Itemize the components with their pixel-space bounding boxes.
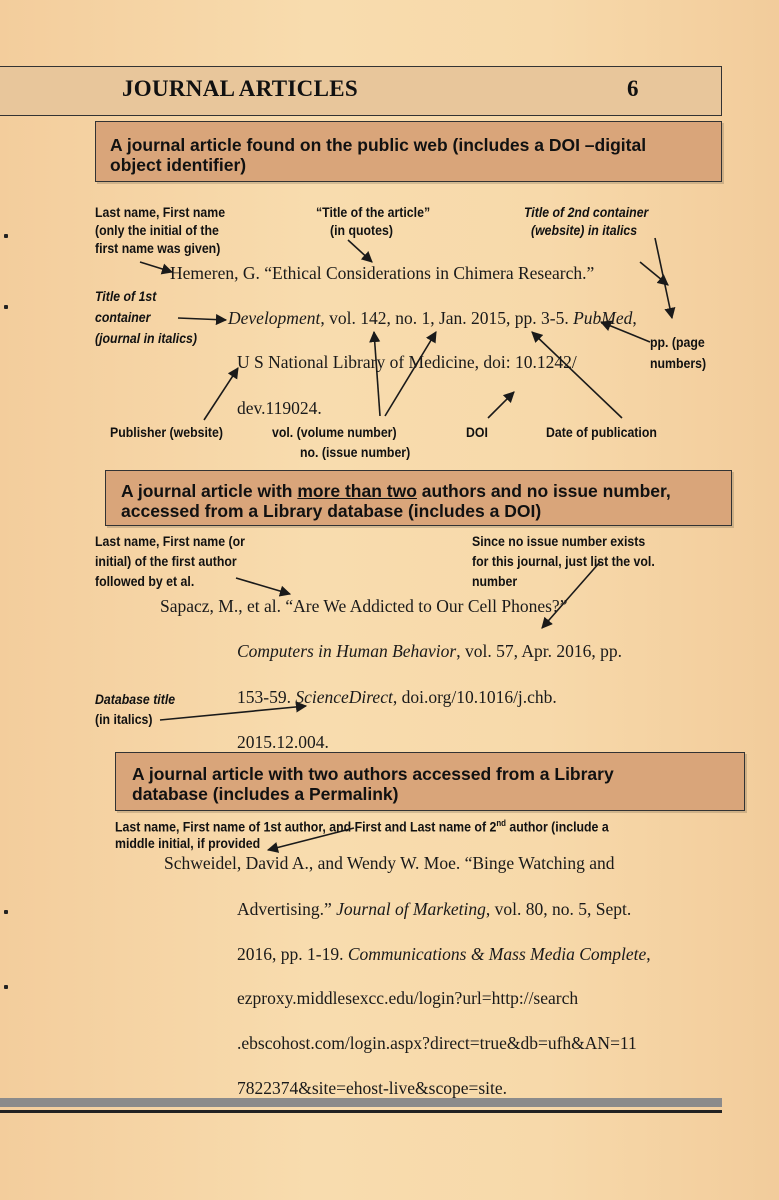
s1-citation-line3: U S National Library of Medicine, doi: 10.1242/ — [237, 352, 577, 372]
s2-citation-line3: 153-59. ScienceDirect, doi.org/10.1016/j.chb. — [237, 687, 557, 707]
s1-citation-line4: dev.119024. — [237, 398, 322, 418]
s1-ann-pages-2: numbers) — [650, 355, 707, 371]
header-bar — [0, 66, 722, 116]
s1-ann-author-3: first name was given) — [95, 240, 221, 256]
s2-citation-line4: 2015.12.004. — [237, 732, 329, 752]
s2-citation-line2: Computers in Human Behavior, vol. 57, Apr. 2016, pp. — [237, 641, 623, 661]
section3-heading-line2: database (includes a Permalink) — [132, 784, 399, 804]
s3-citation-line6: 7822374&site=ehost-live&scope=site. — [237, 1078, 508, 1098]
s1-ann-title-1: “Title of the article” — [316, 204, 431, 220]
section3-heading-line1: A journal article with two authors accessed from a Library — [132, 764, 614, 784]
s3-citation-line2: Advertising.” Journal of Marketing, vol. 80, no. 5, Sept. — [237, 899, 632, 919]
s1-ann-title-2: (in quotes) — [330, 222, 393, 238]
s1-ann-vol-1: vol. (volume number) — [272, 424, 397, 440]
s2-ann-author-1: Last name, First name (or — [95, 533, 245, 549]
s1-ann-container2-1: Title of 2nd container — [524, 204, 649, 220]
s1-citation-line1: Hemeren, G. “Ethical Considerations in Chimera Research.” — [170, 263, 595, 283]
section2-heading-line1: A journal article with more than two authors and no issue number, — [121, 481, 671, 501]
s2-citation-line1: Sapacz, M., et al. “Are We Addicted to Our Cell Phones?” — [160, 596, 568, 616]
s1-ann-author-1: Last name, First name — [95, 204, 226, 220]
s2-ann-issue-2: for this journal, just list the vol. — [472, 553, 655, 569]
s2-ann-issue-3: number — [472, 573, 518, 589]
s3-ann-line2: middle initial, if provided — [115, 835, 261, 851]
binder-mark — [4, 910, 8, 914]
page-number: 6 — [627, 76, 639, 101]
s2-ann-db-2: (in italics) — [95, 711, 153, 727]
s2-ann-author-2: initial) of the first author — [95, 553, 237, 569]
section1-heading-line1: A journal article found on the public web (includes a DOI –digital — [110, 135, 647, 155]
section1-heading-line2: object identifier) — [110, 155, 247, 175]
s1-ann-container2-2: (website) in italics — [531, 222, 638, 238]
s1-ann-pages-1: pp. (page — [650, 334, 705, 350]
s3-citation-line1: Schweidel, David A., and Wendy W. Moe. “Binge Watching and — [164, 853, 615, 873]
s1-citation-line2: Development, vol. 142, no. 1, Jan. 2015, pp. 3-5. PubMed, — [228, 308, 637, 328]
section2-heading-line2: accessed from a Library database (includes a DOI) — [121, 501, 542, 521]
footer-rule-black — [0, 1110, 722, 1113]
binder-mark — [4, 985, 8, 989]
s1-ann-date: Date of publication — [546, 424, 657, 440]
s2-ann-issue-1: Since no issue number exists — [472, 533, 646, 549]
s3-citation-line3: 2016, pp. 1-19. Communications & Mass Media Complete, — [237, 944, 651, 964]
s1-ann-container1-3: (journal in italics) — [95, 330, 197, 346]
binder-mark — [4, 234, 8, 238]
s3-citation-line4: ezproxy.middlesexcc.edu/login?url=http://search — [237, 988, 579, 1008]
s1-ann-container1-2: container — [95, 309, 151, 325]
s1-ann-vol-2: no. (issue number) — [300, 444, 411, 460]
s1-ann-author-2: (only the initial of the — [95, 222, 219, 238]
s1-ann-container1-1: Title of 1st — [95, 288, 157, 304]
s2-ann-db-1: Database title — [95, 691, 176, 707]
s1-ann-doi: DOI — [466, 424, 488, 440]
binder-mark — [4, 305, 8, 309]
page-title: JOURNAL ARTICLES — [122, 76, 358, 101]
s3-citation-line5: .ebscohost.com/login.aspx?direct=true&db=ufh&AN=11 — [237, 1033, 637, 1053]
footer-rule-gray — [0, 1098, 722, 1107]
s2-ann-author-3: followed by et al. — [95, 573, 195, 589]
s3-ann-line1: Last name, First name of 1st author, and First and Last name of 2nd author (include a — [115, 818, 609, 835]
s1-ann-publisher: Publisher (website) — [110, 424, 223, 440]
